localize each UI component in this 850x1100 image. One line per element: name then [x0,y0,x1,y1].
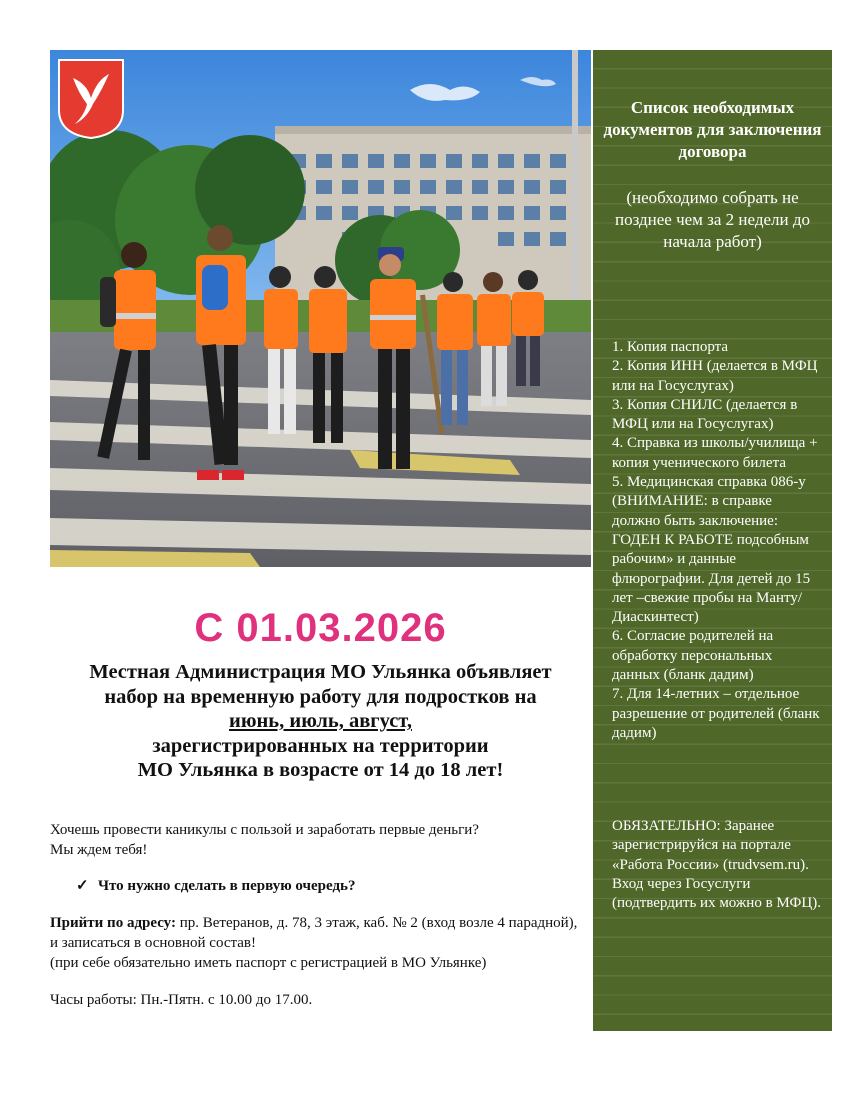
announcement-line: МО Ульянка в возрасте от 14 до 18 лет! [137,759,504,781]
documents-list [612,338,822,743]
list-item: 6. Согласие родителей на обработку персональных данных (бланк дадим) [612,628,774,684]
address-line [50,913,580,953]
list-item: 3. Копия СНИЛС (делается в МФЦ или на Госуслугах) [612,396,798,433]
intro-line: Хочешь провести каникулы с пользой и заработать первые деньги? [50,822,479,838]
intro-text [50,820,580,860]
announcement-line: набор на временную работу для подростков на [104,685,537,708]
working-hours: Часы работы: Пн.-Пятн. с 10.00 до 17.00. [50,992,313,1008]
announcement [50,660,591,783]
announcement-months: июнь, июль, август, [229,710,412,732]
ulyanka-coat-of-arms-icon [57,58,125,140]
panel-title: Список необходимых документов для заключения договора [603,98,822,161]
address-label: Прийти по адресу: [50,915,176,931]
intro-line: Мы ждем тебя! [50,842,148,858]
hero-photo [50,50,591,567]
first-step-text: Что нужно сделать в первую очередь? [98,878,356,894]
list-item: 7. Для 14-летних – отдельное разрешение от родителей (бланк дадим) [612,686,820,741]
checkmark-icon: ✓ [76,878,89,894]
list-item: 1. Копия паспорта [612,339,729,355]
first-step-heading [76,876,606,896]
announcement-line: Местная Администрация МО Ульянка объявляет [89,661,552,683]
list-item: 5. Медицинская справка 086-у (ВНИМАНИЕ: в справке должно быть заключение: ГОДЕН К РАБОТЕ подсобным рабочим» и данные флюрографии. Для детей до 15 лет –свежие пробы на Манту/Диаскинтест) [612,474,811,626]
list-item: 4. Справка из школы/училища + копия ученического билета [612,435,818,471]
panel-mandatory-note: ОБЯЗАТЕЛЬНО: Заранее зарегистрируйся на портале «Работа России» (trudvsem.ru). Вход через Госуслуги (подтвердить их можно в МФЦ). [612,818,821,912]
start-date-headline: С 01.03.2026 [194,606,447,650]
address-text: пр. Ветеранов, д. 78, 3 этаж, каб. № 2 (вход возле 4 парадной), и записаться в основной состав! [50,915,578,951]
documents-panel [593,50,832,1031]
list-item: 2. Копия ИНН (делается в МФЦ или на Госуслугах) [612,358,818,394]
address-note: (при себе обязательно иметь паспорт с регистрацией в МО Ульянке) [50,955,487,971]
announcement-line: зарегистрированных на территории [152,734,489,757]
panel-subtitle: (необходимо собрать не позднее чем за 2 недели до начала работ) [614,188,811,251]
address-block [50,913,580,973]
